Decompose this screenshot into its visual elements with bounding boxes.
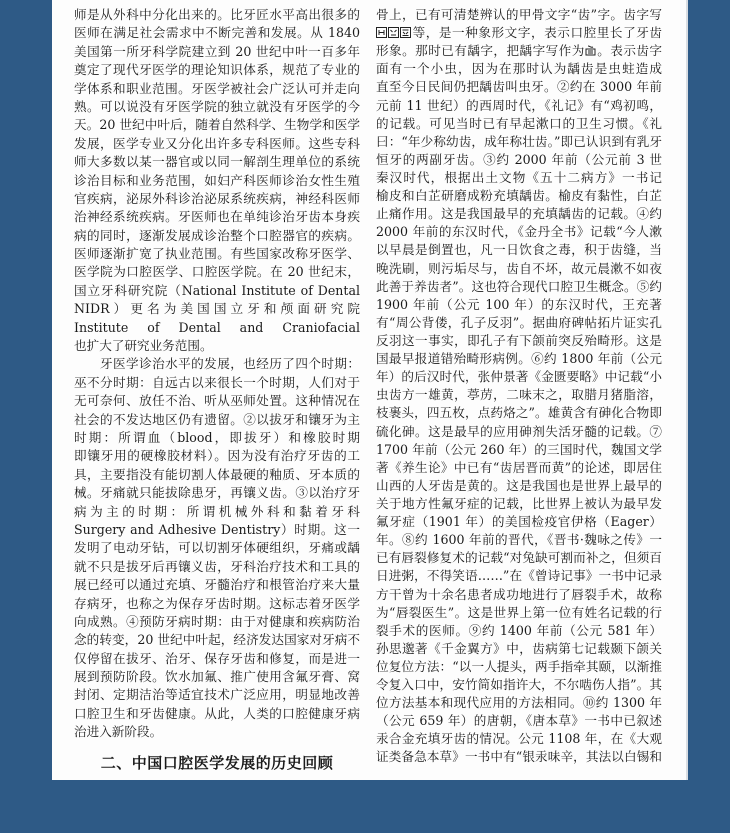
text-line: 著《养生论》中已有“齿居晋而黄”的论述，即居住 — [376, 459, 662, 475]
text-line: Surgery and Adhesive Dentistry）时期。这一 — [74, 521, 360, 537]
text-line: 令复入口中，安竹简如指许大，不尔啮伤人指”。其 — [376, 677, 662, 693]
text-line: 巫不分时期：自远古以来很长一个时期，人们对于 — [74, 374, 360, 390]
text-line: 1900 年前（公元 100 年）的东汉时代，王充著 — [376, 296, 662, 312]
text-line: 无可奈何、放任不治、听从巫师处置。这种情况在 — [74, 393, 360, 409]
text-line: 位方法基本和现代应用的方法相同。⑩约 1300 年 — [376, 695, 662, 711]
text-line: 证类备急本草》一书中有“银汞味辛，其法以白锡和 — [376, 749, 662, 765]
text-line: 为“唇裂医生”。这是世界上第一位有姓名记载的行 — [376, 604, 662, 620]
section-heading: 二、中国口腔医学发展的历史回顾 — [100, 754, 334, 772]
oracle-bone-tooth-glyph-icon — [400, 27, 411, 38]
text-segment: 等，是一种象形文字，表示口腔里长了牙齿 — [412, 25, 662, 41]
text-segment: 。表示齿字 — [596, 43, 662, 59]
text-line: 学体系和职业范围。牙医学被社会广泛认可并走向 — [74, 80, 360, 96]
oracle-bone-tooth-glyph-icon — [376, 27, 387, 38]
text-line: 山西的人牙齿是黄的。这是我国也是世界上最早的 — [376, 477, 662, 493]
text-line: 骨上，已有可清楚辨认的甲骨文字“齿”字。齿字写 — [376, 7, 662, 22]
text-line: 方干曾为十余名患者成功地进行了唇裂手术，故称 — [376, 586, 662, 602]
text-line: 晚洗刷，则污垢尽与，齿自不坏，故元晨漱不如夜 — [376, 260, 662, 276]
text-line: 榆皮和白芷研磨成粉充填龋齿。榆皮有黏性，白芷 — [376, 188, 662, 204]
text-line: 元前 11 世纪）的西周时代，《礼记》有“鸡初鸣， — [376, 97, 662, 113]
text-line: 恒牙的两副牙齿。③约 2000 年前（公元前 3 世 — [376, 151, 662, 167]
right-column — [376, 6, 662, 767]
text-line: 秦汉时代，根据出土文物《五十二病方》一书记 — [376, 169, 662, 185]
text-line: 2000 年前的东汉时代，《金丹全书》记载“今人漱 — [376, 224, 662, 240]
text-line: 械。牙痛就只能拔除患牙，再镶义齿。③以治疗牙 — [74, 485, 360, 501]
text-line: 国立牙科研究院（National Institute of Dental — [74, 282, 360, 298]
text-line: 虫齿方一雄黄，葶苈，二味末之，取腊月猪脂溶， — [376, 387, 662, 403]
text-line: 口腔卫生和牙齿健康。从此，人类的口腔健康牙病 — [74, 705, 360, 721]
text-line: 孙思邈著《千金翼方》中，齿病第七记载颞下颌关 — [376, 640, 662, 656]
text-line: 师是从外科中分化出来的。比牙匠水平高出很多的 — [74, 7, 360, 22]
left-column — [74, 6, 360, 742]
text-line: 病为主的时期：所谓机械外科和黏着牙科 — [74, 503, 360, 519]
text-line: 美国第一所牙科学院建立到 20 世纪中叶一百多年 — [74, 43, 360, 59]
text-line: 师大多数以某一器官或以同一解剖生理单位的系统 — [74, 154, 360, 170]
text-line: 国最早报道错殆畸形病例。⑥约 1800 年前（公元 — [376, 351, 662, 367]
text-line: 即镶牙用的硬橡胶材料）。因为没有治疗牙齿的工 — [74, 448, 360, 464]
oracle-bone-caries-glyph-icon — [585, 45, 596, 56]
text-line: NIDR）更名为美国国立牙和颅面研究院 — [74, 301, 360, 317]
text-line — [376, 42, 662, 60]
text-line: 面有一个小虫，因为在那时认为龋齿是虫蛀造成 — [376, 61, 662, 77]
text-line: 反羽这一事实，即孔子有下颌前突反殆畸形。这是 — [376, 332, 662, 348]
text-line: 封闭、定期洁治等适宜技术广泛应用，明显地改善 — [74, 687, 360, 703]
text-line: 汞合金充填牙齿的情况。公元 1108 年，在《大观 — [376, 731, 662, 747]
text-line: 年。⑧约 1600 年前的晋代，《晋书·魏咏之传》一 — [376, 532, 662, 548]
text-line: 也扩大了研究业务范围。 — [74, 338, 213, 354]
text-line: 发展，医学专业又分化出许多专科医师。这些专科 — [74, 135, 360, 151]
document-page — [52, 0, 688, 780]
text-line: 有“周公背偻，孔子反羽”。据曲府碑帖拓片证实孔 — [376, 314, 662, 330]
text-line: 诊治目标和业务范围，如妇产科医师诊治女性生殖 — [74, 172, 360, 188]
text-line: 病的同时，逐渐发展成诊治整个口腔器官的疾病。 — [74, 227, 360, 243]
text-line: 社会的不发达地区仍有遗留。②以拔牙和镶牙为主 — [74, 411, 360, 427]
text-line: 日进粥，不得笑语……”在《曾诗记事》一书中记录 — [376, 568, 662, 584]
text-line: 治进入新阶段。 — [74, 724, 163, 740]
text-line: 牙医学诊治水平的发展，也经历了四个时期： — [100, 356, 360, 372]
text-line: 关于地方性氟牙症的记载，比世界上被认为最早发 — [376, 495, 662, 511]
text-line: 展到预防阶段。饮水加氟、推广使用含氟牙膏、窝 — [74, 669, 360, 685]
text-line: 枝裹头，四五枚，点药烙之”。雄黄含有砷化合物即 — [376, 405, 662, 421]
text-line — [376, 24, 662, 42]
text-line: 发明了电动牙钻，可以切割牙体硬组织，牙痛或龋 — [74, 540, 360, 556]
text-line: 硫化砷。这是最早的应用砷剂失活牙髓的记载。⑦ — [376, 423, 662, 439]
text-line: 官疾病，泌尿外科诊治泌尿系统疾病，神经科医师 — [74, 190, 360, 206]
text-line: 治神经系统疾病。牙医师也在单纯诊治牙齿本身疾 — [74, 209, 360, 225]
text-line: 止痛作用。这是我国最早的充填龋齿的记载。④约 — [376, 206, 662, 222]
text-line: 熟。可以说没有牙医学院的独立就没有牙医学的今 — [74, 98, 360, 114]
text-line: 向成熟。④预防牙病时期：由于对健康和疾病防治 — [74, 613, 360, 629]
text-line: Institute of Dental and Craniofacial — [74, 319, 360, 335]
text-line: 以早晨是倒置也，凡一日饮食之毒，积于齿缝，当 — [376, 242, 662, 258]
text-line: 时期：所谓血（blood，即拔牙）和橡胶时期 — [74, 429, 360, 445]
text-line: 1700 年前（公元 260 年）的三国时代，魏国文学 — [376, 441, 662, 457]
text-line: 裂手术的医师。⑨约 1400 年前（公元 581 年） — [376, 622, 662, 638]
text-line: 展已经可以通过充填、牙髓治疗和根管治疗来大量 — [74, 577, 360, 593]
text-segment: 形象。那时已有龋字，把龋字写作为 — [376, 43, 585, 59]
text-line: 念的转变，20 世纪中叶起，经济发达国家对牙病不 — [74, 632, 360, 648]
text-line: 仅停留在拔牙、治牙、保存牙齿和修复，而是进一 — [74, 650, 360, 666]
text-line: 医学院为口腔医学、口腔医学院。在 20 世纪末， — [74, 264, 360, 280]
text-line: 医师在满足社会需求中不断完善和发展。从 1840 — [74, 25, 360, 41]
text-line: 此善于养齿者”。这也符合现代口腔卫生概念。⑤约 — [376, 278, 662, 294]
text-line: 天。20 世纪中叶后，随着自然科学、生物学和医学 — [74, 117, 360, 133]
oracle-bone-tooth-glyph-icon — [388, 27, 399, 38]
text-line: 年）的后汉时代，张仲景著《金匮要略》中记载“小 — [376, 369, 662, 385]
text-line: 位复位方法：“以一人提头，两手指牵其颐，以渐推 — [376, 658, 662, 674]
text-line: 就不只是拔牙后再镶义齿，牙科治疗技术和工具的 — [74, 558, 360, 574]
text-line: 直至今日民间仍把龋齿叫虫牙。②约在 3000 年前 — [376, 79, 662, 95]
text-line: 曰：“年少称幼齿，成年称壮齿。”即已认识到有乳牙 — [376, 133, 662, 149]
text-line: 的记载。可见当时已有早起漱口的卫生习惯。《礼 — [376, 115, 662, 131]
text-line: 已有唇裂修复术的记载“对兔缺可割而补之，但须百 — [376, 550, 662, 566]
text-line: （公元 659 年）的唐朝，《唐本草》一书中已叙述 — [376, 713, 662, 729]
text-line: 奠定了现代牙医学的理论知识体系，规范了专业的 — [74, 62, 360, 78]
text-line: 具，主要指没有能切割人体最硬的釉质、牙本质的 — [74, 466, 360, 482]
text-line: 医师逐渐扩宽了执业范围。有些国家改称牙医学、 — [74, 246, 360, 262]
text-line: 氟牙症（1901 年）的美国检疫官伊格（Eager） — [376, 514, 662, 530]
text-line: 存病牙，也称之为保存牙齿时期。这标志着牙医学 — [74, 595, 360, 611]
